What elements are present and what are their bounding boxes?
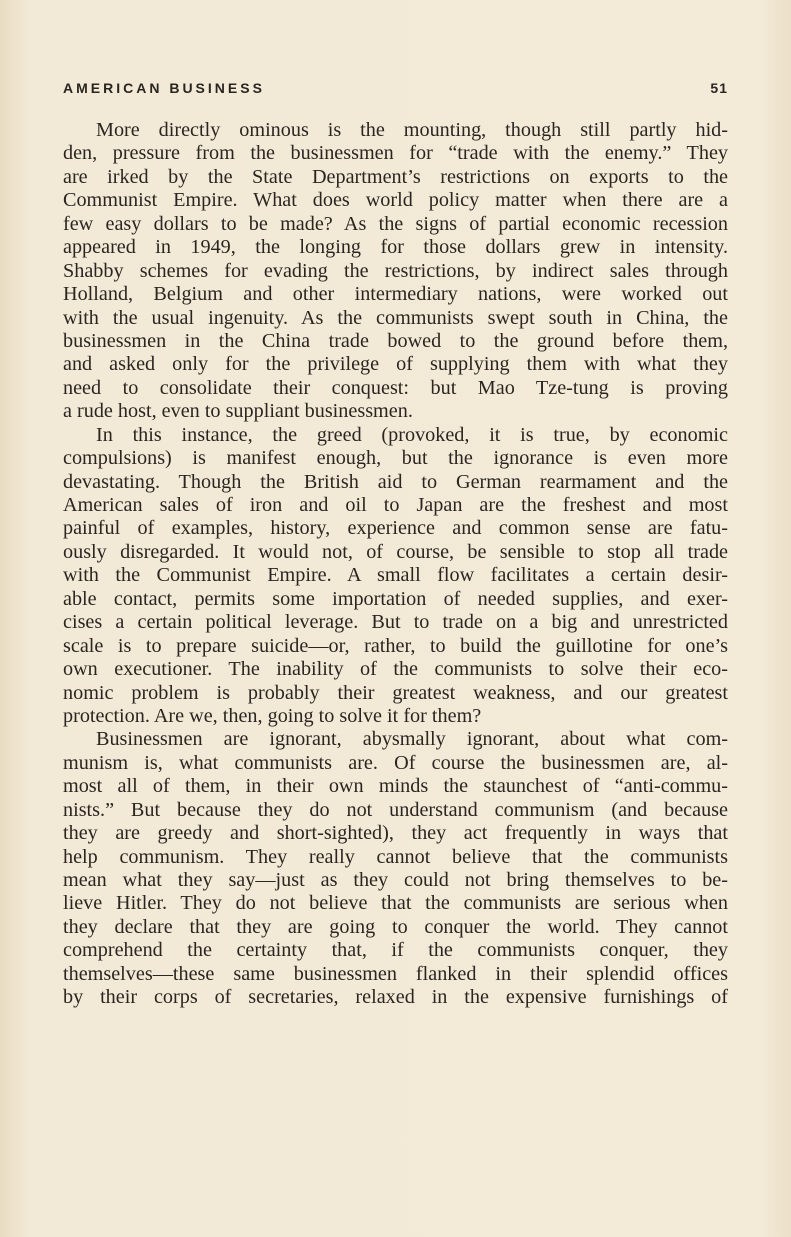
text-line: ously disregarded. It would not, of course, be sensible to stop all trade — [63, 540, 728, 563]
text-line: they declare that they are going to conquer the world. They cannot — [63, 915, 728, 938]
text-line: a rude host, even to suppliant businessmen. — [63, 400, 413, 423]
text-line: devastating. Though the British aid to German rearmament and the — [63, 470, 728, 493]
text-line: by their corps of secretaries, relaxed in the expensive furnishings of — [63, 986, 728, 1009]
text-line: protection. Are we, then, going to solve it for them? — [63, 704, 482, 727]
text-line: able contact, permits some importation of needed supplies, and exer- — [63, 587, 728, 610]
text-line: most all of them, in their own minds the staunchest of “anti-commu- — [63, 775, 728, 798]
text-line: with the usual ingenuity. As the communists swept south in China, the — [63, 306, 728, 329]
text-line: munism is, what communists are. Of course the businessmen are, al- — [63, 751, 728, 774]
text-line: Shabby schemes for evading the restrictions, by indirect sales through — [63, 259, 728, 282]
text-line: they are greedy and short-sighted), they act frequently in ways that — [63, 822, 728, 845]
text-line: nists.” But because they do not understand communism (and because — [63, 798, 728, 821]
paragraph — [63, 424, 728, 729]
text-line: compulsions) is manifest enough, but the ignorance is even more — [63, 447, 728, 470]
text-line: appeared in 1949, the longing for those dollars grew in intensity. — [63, 236, 728, 259]
text-line: comprehend the certainty that, if the communists conquer, they — [63, 939, 728, 962]
text-line: mean what they say—just as they could not bring themselves to be- — [63, 869, 728, 891]
text-line: with the Communist Empire. A small flow facilitates a certain desir- — [63, 564, 728, 587]
text-line: need to consolidate their conquest: but Mao Tze-tung is proving — [63, 376, 728, 399]
text-line: In this instance, the greed (provoked, it is true, by economic — [96, 423, 728, 446]
text-line: are irked by the State Department’s restrictions on exports to the — [63, 165, 728, 188]
body-text — [63, 119, 728, 1010]
text-line: Communist Empire. What does world policy matter when there are a — [63, 189, 728, 212]
text-line: More directly ominous is the mounting, though still partly hid- — [96, 119, 728, 141]
text-line: painful of examples, history, experience and common sense are fatu- — [63, 517, 728, 540]
paragraph — [63, 728, 728, 1009]
text-line: American sales of iron and oil to Japan are the freshest and most — [63, 494, 728, 516]
text-line: lieve Hitler. They do not believe that the communists are serious when — [63, 892, 728, 915]
text-line: Holland, Belgium and other intermediary nations, were worked out — [63, 283, 728, 306]
page-number: 51 — [710, 80, 728, 96]
text-line: den, pressure from the businessmen for “trade with the enemy.” They — [63, 142, 728, 165]
text-line: Businessmen are ignorant, abysmally ignorant, about what com- — [96, 728, 728, 751]
text-line: businessmen in the China trade bowed to the ground before them, — [63, 329, 728, 352]
text-line: few easy dollars to be made? As the signs of partial economic recession — [63, 212, 728, 235]
text-line: own executioner. The inability of the communists to solve their eco- — [63, 658, 728, 681]
paragraph — [63, 119, 728, 424]
text-line: cises a certain political leverage. But to trade on a big and unrestricted — [63, 611, 728, 634]
text-line: help communism. They really cannot believe that the communists — [63, 845, 728, 868]
page-header — [63, 80, 728, 102]
running-title: AMERICAN BUSINESS — [63, 80, 265, 96]
text-line: scale is to prepare suicide—or, rather, to build the guillotine for one’s — [63, 634, 728, 657]
text-line: nomic problem is probably their greatest weakness, and our greatest — [63, 681, 728, 704]
text-line: themselves—these same businessmen flanked in their splendid offices — [63, 962, 728, 985]
text-line: and asked only for the privilege of supplying them with what they — [63, 353, 728, 376]
